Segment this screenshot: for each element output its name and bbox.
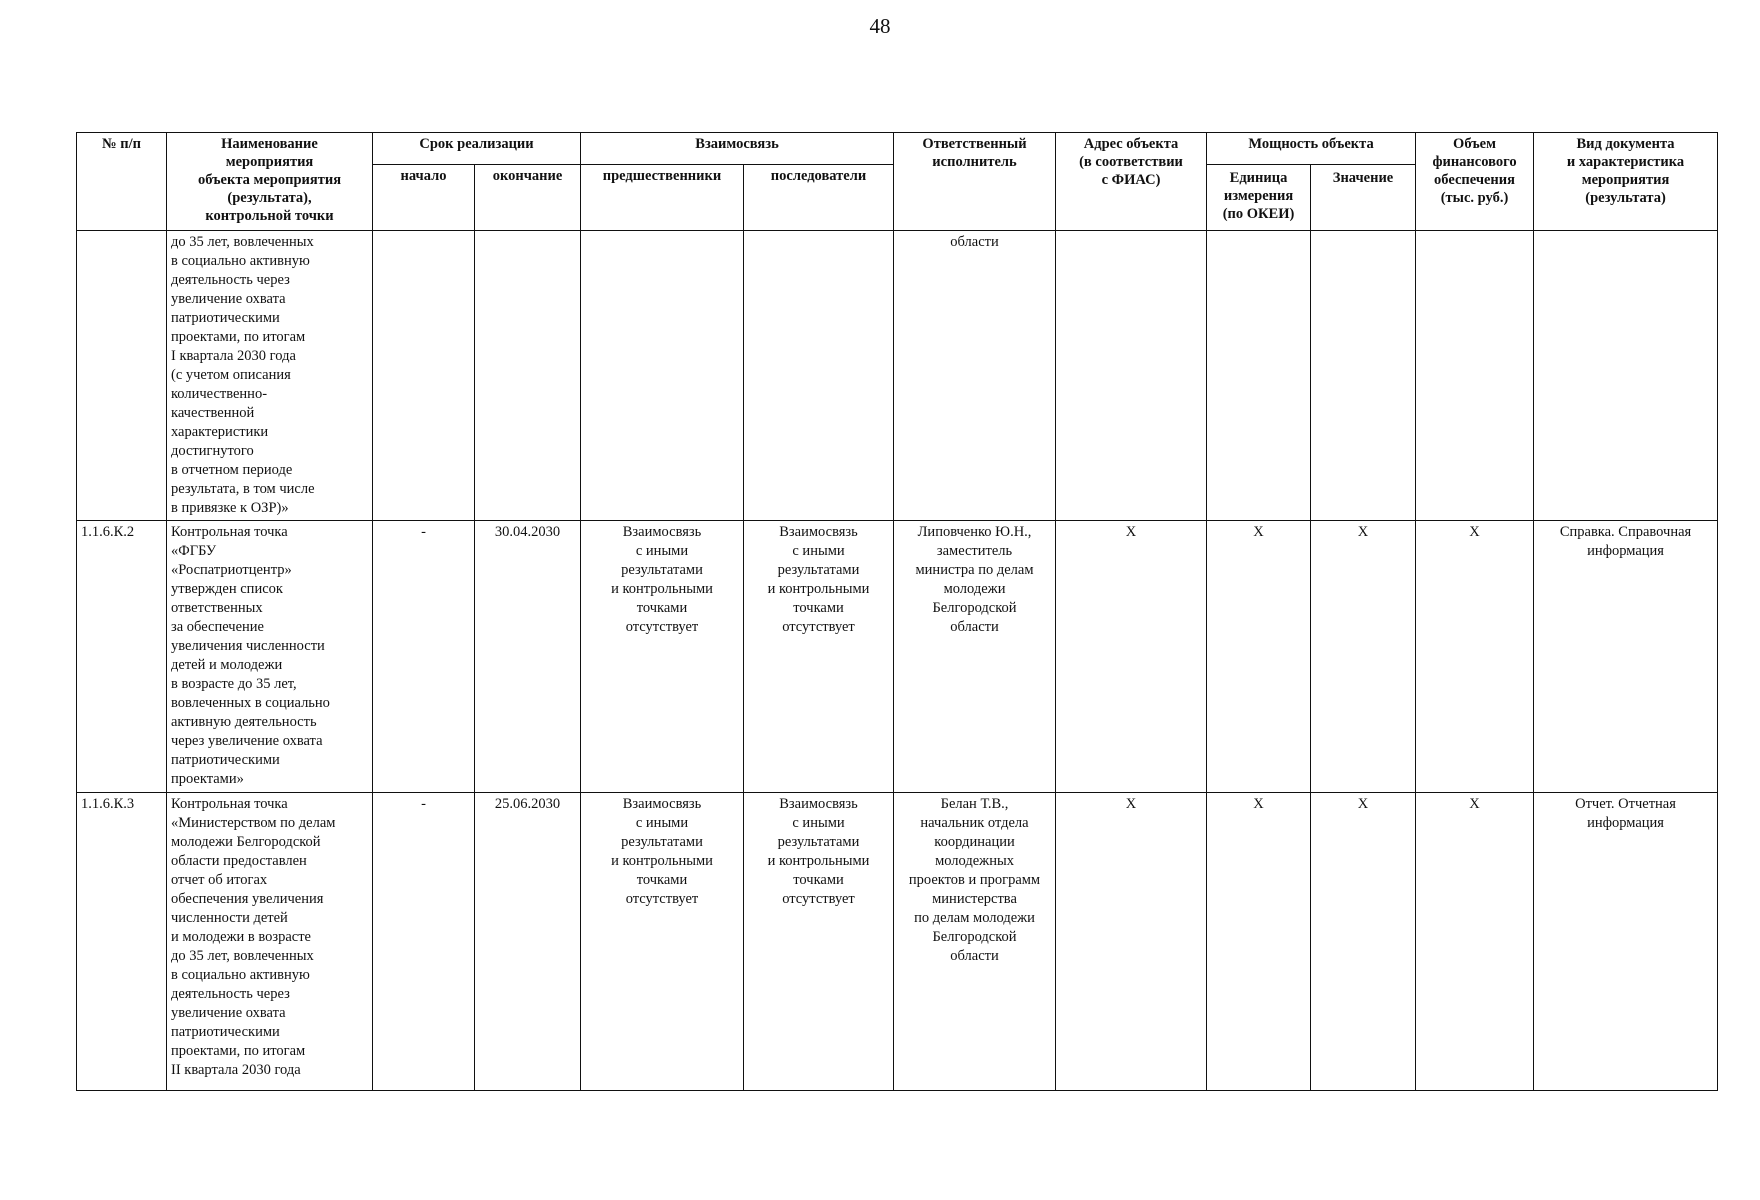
page-number: 48 [869,14,891,38]
header-responsible: Ответственный исполнитель [894,133,1056,231]
cell-finance [1416,231,1534,521]
cell-name: Контрольная точка «ФГБУ «Роспатриотцентр» утвержден список ответственных за обеспечение увеличения численности детей и молодежи в возрасте до 35 лет, вовлеченных в социально активную деятельность через увеличение охвата патриотическими проектами» [167,521,373,793]
table-header-row [77,133,1718,165]
cell-finance: X [1416,793,1534,1091]
cell-unit: X [1207,793,1311,1091]
cell-responsible: Липовченко Ю.Н., заместитель министра по делам молодежи Белгородской области [894,521,1056,793]
cell-predecessors: Взаимосвязь с иными результатами и контрольными точками отсутствует [581,521,744,793]
cell-document [1534,231,1718,521]
cell-start [373,231,475,521]
cell-unit: X [1207,521,1311,793]
cell-end: 30.04.2030 [475,521,581,793]
header-num: № п/п [77,133,167,231]
header-term-end: окончание [475,165,581,231]
cell-document: Справка. Справочная информация [1534,521,1718,793]
cell-value: X [1311,521,1416,793]
cell-start: - [373,521,475,793]
cell-name: до 35 лет, вовлеченных в социально активную деятельность через увеличение охвата патриотическими проектами, по итогам I квартала 2030 года (с учетом описания количественно- качественной характеристики достигнутого в отчетном периоде результата, в том числе в привязке к ОЗР)» [167,231,373,521]
cell-address: X [1056,521,1207,793]
cell-responsible: Белан Т.В., начальник отдела координации молодежных проектов и программ министерства по делам молодежи Белгородской области [894,793,1056,1091]
header-link: Взаимосвязь [581,133,894,165]
header-power: Мощность объекта [1207,133,1416,165]
cell-num: 1.1.6.К.3 [77,793,167,1091]
header-power-unit: Единица измерения (по ОКЕИ) [1207,165,1311,231]
cell-value: X [1311,793,1416,1091]
cell-value [1311,231,1416,521]
header-name: Наименование мероприятия объекта мероприятия (результата), контрольной точки [167,133,373,231]
table-row [77,793,1718,1091]
cell-num [77,231,167,521]
cell-end [475,231,581,521]
table-row [77,521,1718,793]
cell-successors: Взаимосвязь с иными результатами и контрольными точками отсутствует [744,793,894,1091]
cell-end: 25.06.2030 [475,793,581,1091]
header-term: Срок реализации [373,133,581,165]
cell-finance: X [1416,521,1534,793]
header-link-successors: последователи [744,165,894,231]
cell-name: Контрольная точка «Министерством по делам молодежи Белгородской области предоставлен отчет об итогах обеспечения увеличения численности детей и молодежи в возрасте до 35 лет, вовлеченных в социально активную деятельность через увеличение охвата патриотическими проектами, по итогам II квартала 2030 года [167,793,373,1091]
header-address: Адрес объекта (в соответствии с ФИАС) [1056,133,1207,231]
header-power-value: Значение [1311,165,1416,231]
cell-predecessors [581,231,744,521]
header-document: Вид документа и характеристика мероприятия (результата) [1534,133,1718,231]
cell-address: X [1056,793,1207,1091]
table-row [77,231,1718,521]
cell-successors [744,231,894,521]
header-finance: Объем финансового обеспечения (тыс. руб.) [1416,133,1534,231]
header-link-predecessors: предшественники [581,165,744,231]
cell-successors: Взаимосвязь с иными результатами и контрольными точками отсутствует [744,521,894,793]
cell-start: - [373,793,475,1091]
cell-unit [1207,231,1311,521]
cell-num: 1.1.6.К.2 [77,521,167,793]
cell-document: Отчет. Отчетная информация [1534,793,1718,1091]
cell-predecessors: Взаимосвязь с иными результатами и контрольными точками отсутствует [581,793,744,1091]
header-term-start: начало [373,165,475,231]
cell-address [1056,231,1207,521]
activities-table [76,132,1718,1091]
cell-responsible: области [894,231,1056,521]
